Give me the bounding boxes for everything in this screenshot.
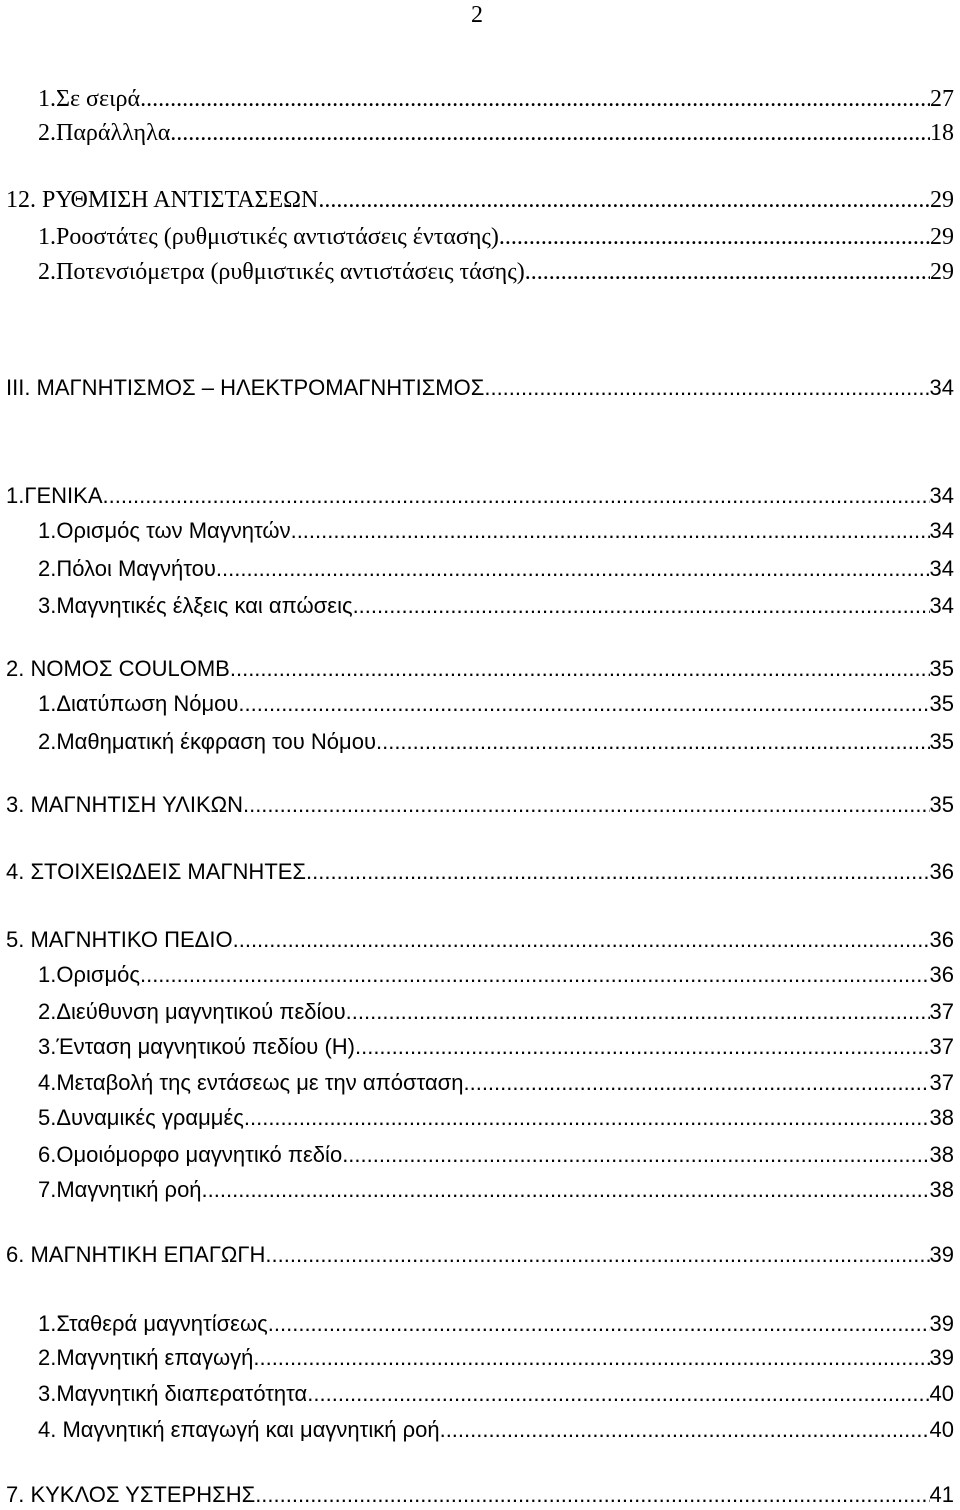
toc-leader-dots: [233, 925, 930, 955]
toc-entry[interactable]: [38, 1175, 954, 1205]
toc-entry-label: 7. ΚΥΚΛΟΣ ΥΣΤΕΡΗΣΗΣ: [6, 1482, 256, 1507]
toc-entry-label: 5.Δυναμικές γραμμές: [38, 1105, 244, 1130]
toc-entry[interactable]: [6, 1240, 954, 1270]
toc-leader-dots: [268, 1309, 930, 1339]
toc-leader-dots: [103, 481, 930, 511]
toc-entry[interactable]: [38, 1379, 954, 1409]
toc-entry[interactable]: [38, 960, 954, 990]
toc-entry-page: 38: [929, 1105, 954, 1130]
toc-leader-dots: [230, 654, 930, 684]
toc-entry-page: 39: [929, 1345, 954, 1370]
toc-entry[interactable]: [38, 1343, 954, 1373]
toc-leader-dots: [307, 1379, 929, 1409]
toc-entry[interactable]: [6, 373, 954, 403]
toc-entry[interactable]: [6, 790, 954, 820]
toc-entry[interactable]: [6, 1480, 954, 1510]
toc-entry-label: 2.Πόλοι Μαγνήτου: [38, 556, 216, 581]
toc-leader-dots: [291, 516, 930, 546]
toc-entry-page: 18: [930, 120, 954, 146]
toc-leader-dots: [140, 960, 930, 990]
toc-entry-page: 29: [930, 224, 954, 250]
toc-entry-label: 12. ΡΥΘΜΙΣΗ ΑΝΤΙΣΤΑΣΕΩΝ: [6, 187, 319, 213]
toc-entry-page: 35: [929, 656, 954, 681]
toc-entry-label: ΙΙΙ. ΜΑΓΝΗΤΙΣΜΟΣ – ΗΛΕΚΤΡΟΜΑΓΝΗΤΙΣΜΟΣ: [6, 375, 485, 400]
toc-entry-label: 1.Ροοστάτες (ρυθμιστικές αντιστάσεις έντασης): [38, 224, 499, 250]
toc-entry[interactable]: [38, 997, 954, 1027]
toc-entry-label: 1.Διατύπωση Νόμου: [38, 691, 239, 716]
toc-entry-page: 40: [929, 1381, 954, 1406]
page-number: 2: [471, 2, 483, 28]
toc-entry-page: 35: [929, 792, 954, 817]
toc-entry-page: 36: [929, 962, 954, 987]
toc-entry-page: 34: [929, 518, 954, 543]
toc-leader-dots: [238, 689, 929, 719]
toc-leader-dots: [484, 373, 929, 403]
toc-entry[interactable]: [6, 654, 954, 684]
toc-leader-dots: [499, 222, 930, 252]
toc-entry[interactable]: [6, 481, 954, 511]
toc-entry[interactable]: [6, 185, 954, 215]
toc-entry-label: 2. ΝΟΜΟΣ COULOMB: [6, 656, 230, 681]
toc-entry-page: 35: [929, 691, 954, 716]
toc-entry-label: 6. ΜΑΓΝΗΤΙΚΗ ΕΠΑΓΩΓΗ: [6, 1242, 266, 1267]
toc-entry-page: 37: [929, 1070, 954, 1095]
toc-entry[interactable]: [38, 516, 954, 546]
toc-leader-dots: [440, 1415, 930, 1445]
toc-leader-dots: [376, 727, 930, 757]
toc-entry-label: 6.Ομοιόμορφο μαγνητικό πεδίο: [38, 1142, 343, 1167]
toc-entry[interactable]: [38, 1032, 954, 1062]
toc-entry-page: 38: [929, 1142, 954, 1167]
toc-entry-label: 7.Μαγνητική ροή: [38, 1177, 202, 1202]
toc-entry-label: 4. ΣΤΟΙΧΕΙΩΔΕΙΣ ΜΑΓΝΗΤΕΣ: [6, 859, 307, 884]
toc-entry[interactable]: [38, 689, 954, 719]
toc-entry-label: 3.Μαγνητικές έλξεις και απώσεις: [38, 593, 353, 618]
toc-entry-page: 41: [929, 1482, 954, 1507]
toc-leader-dots: [244, 1103, 930, 1133]
toc-entry-page: 39: [929, 1242, 954, 1267]
toc-entry-label: 2.Διεύθυνση μαγνητικού πεδίου: [38, 999, 346, 1024]
toc-entry[interactable]: [38, 1415, 954, 1445]
toc-entry-label: 1.Σταθερά μαγνητίσεως: [38, 1311, 268, 1336]
toc-entry-label: 2.Παράλληλα: [38, 120, 171, 146]
toc-entry-label: 1.ΓΕΝΙΚΑ: [6, 483, 103, 508]
toc-entry-label: 5. ΜΑΓΝΗΤΙΚΟ ΠΕΔΙΟ: [6, 927, 233, 952]
toc-leader-dots: [140, 84, 930, 114]
toc-entry-label: 1.Σε σειρά: [38, 86, 141, 112]
toc-entry-page: 36: [929, 927, 954, 952]
toc-entry-page: 29: [930, 259, 954, 285]
toc-entry[interactable]: [38, 257, 954, 287]
toc-entry-page: 34: [929, 556, 954, 581]
toc-entry-page: 27: [930, 86, 954, 112]
toc-leader-dots: [265, 1240, 929, 1270]
toc-entry[interactable]: [38, 1103, 954, 1133]
toc-leader-dots: [318, 185, 930, 215]
toc-entry-label: 2.Μαγνητική επαγωγή: [38, 1345, 254, 1370]
toc-leader-dots: [463, 1068, 929, 1098]
toc-entry[interactable]: [6, 925, 954, 955]
toc-entry-page: 40: [929, 1417, 954, 1442]
toc-entry[interactable]: [38, 118, 954, 148]
toc-entry-page: 37: [929, 1034, 954, 1059]
toc-entry-label: 3.Ένταση μαγνητικού πεδίου (Η): [38, 1034, 355, 1059]
toc-entry-page: 35: [929, 729, 954, 754]
toc-leader-dots: [525, 257, 930, 287]
toc-entry-label: 1.Ορισμός των Μαγνητών: [38, 518, 291, 543]
toc-leader-dots: [202, 1175, 930, 1205]
toc-entry[interactable]: [38, 84, 954, 114]
toc-leader-dots: [216, 554, 930, 584]
toc-leader-dots: [306, 857, 929, 887]
toc-entry-page: 34: [929, 593, 954, 618]
toc-entry-label: 2.Μαθηματική έκφραση του Νόμου: [38, 729, 376, 754]
toc-entry[interactable]: [38, 1068, 954, 1098]
toc-entry[interactable]: [38, 1309, 954, 1339]
toc-entry-page: 38: [929, 1177, 954, 1202]
toc-leader-dots: [346, 997, 930, 1027]
toc-leader-dots: [342, 1140, 929, 1170]
toc-entry-label: 4.Μεταβολή της εντάσεως με την απόσταση: [38, 1070, 464, 1095]
toc-entry-page: 39: [929, 1311, 954, 1336]
toc-entry-page: 34: [929, 375, 954, 400]
toc-entry[interactable]: [38, 1140, 954, 1170]
toc-entry-page: 37: [929, 999, 954, 1024]
toc-entry-label: 3. ΜΑΓΝΗΤΙΣΗ ΥΛΙΚΩΝ: [6, 792, 243, 817]
toc-leader-dots: [253, 1343, 929, 1373]
toc-entry-page: 36: [929, 859, 954, 884]
toc-entry-label: 1.Ορισμός: [38, 962, 140, 987]
toc-entry[interactable]: [38, 591, 954, 621]
toc-entry[interactable]: [38, 727, 954, 757]
toc-entry-label: 2.Ποτενσιόμετρα (ρυθμιστικές αντιστάσεις τάσης): [38, 259, 525, 285]
toc-entry[interactable]: [38, 554, 954, 584]
toc-leader-dots: [243, 790, 930, 820]
toc-entry[interactable]: [6, 857, 954, 887]
toc-leader-dots: [255, 1480, 929, 1510]
toc-entry-page: 29: [930, 187, 954, 213]
toc-entry[interactable]: [38, 222, 954, 252]
toc-leader-dots: [353, 591, 930, 621]
toc-entry-label: 4. Μαγνητική επαγωγή και μαγνητική ροή: [38, 1417, 440, 1442]
toc-entry-label: 3.Μαγνητική διαπερατότητα: [38, 1381, 308, 1406]
toc-entry-page: 34: [929, 483, 954, 508]
toc-leader-dots: [170, 118, 930, 148]
toc-leader-dots: [355, 1032, 930, 1062]
